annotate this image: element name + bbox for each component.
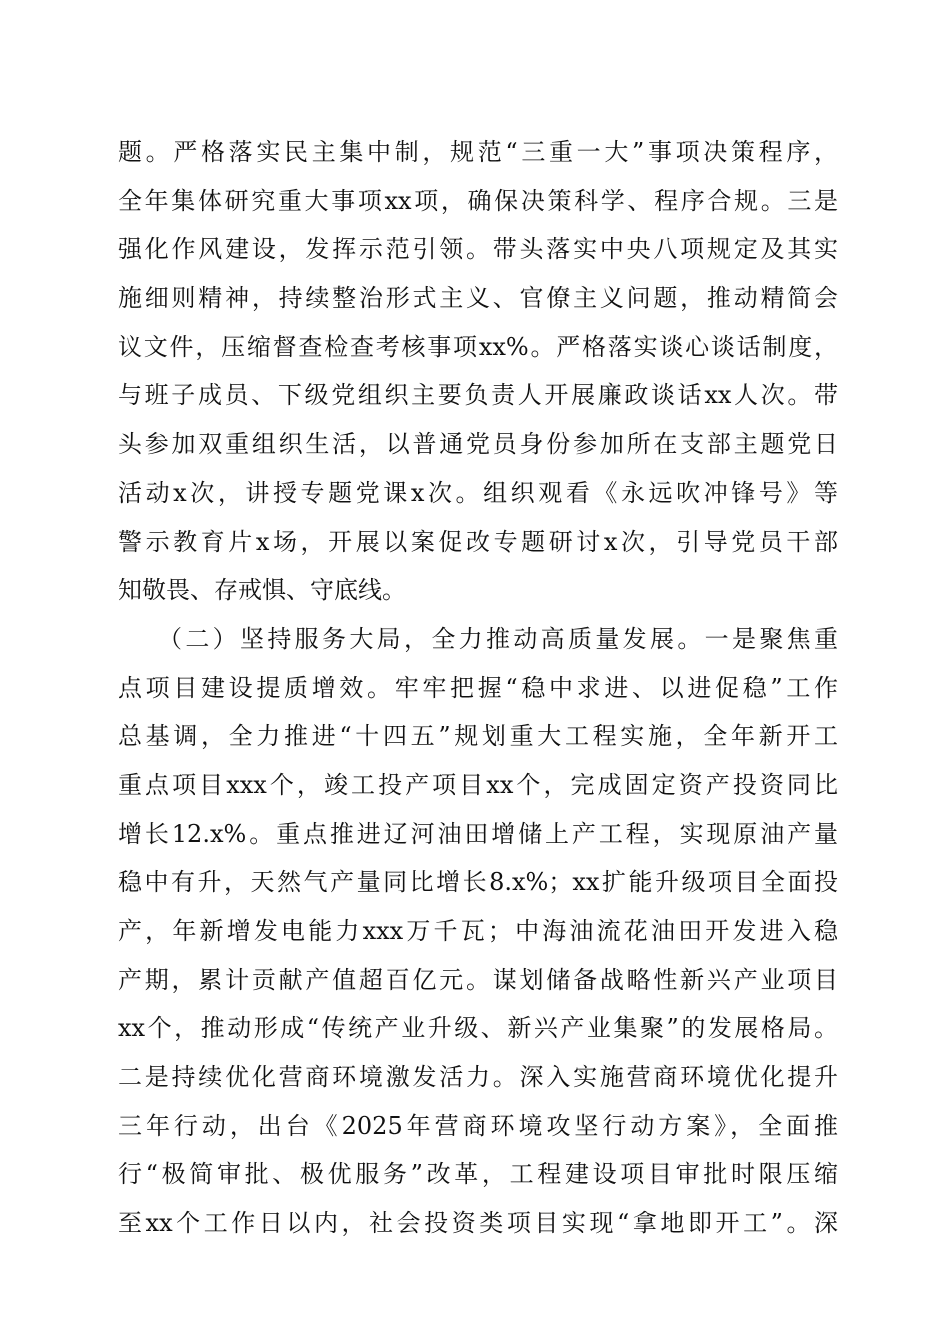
text-line: 头参加双重组织生活，以普通党员身份参加所在支部主题党日: [118, 430, 838, 459]
section-heading-line: （二）坚持服务大局，全力推动高质量发展。一是聚焦重: [158, 624, 838, 653]
text-line: 知敬畏、存戒惧、守底线。: [118, 576, 406, 605]
text-line: 增长12.x%。重点推进辽河油田增储上产工程，实现原油产量: [118, 819, 838, 848]
text-line: 二是持续优化营商环境激发活力。深入实施营商环境优化提升: [118, 1063, 838, 1092]
text-line: 强化作风建设，发挥示范引领。带头落实中央八项规定及其实: [118, 235, 838, 264]
text-line: 议文件，压缩督查检查考核事项xx%。严格落实谈心谈话制度，: [118, 332, 838, 361]
text-line: 总基调，全力推进“十四五”规划重大工程实施，全年新开工: [118, 722, 838, 751]
text-line: xx个，推动形成“传统产业升级、新兴产业集聚”的发展格局。: [118, 1014, 838, 1043]
text-line: 产，年新增发电能力xxx万千瓦；中海油流花油田开发进入稳: [118, 917, 838, 945]
text-line: 行“极简审批、极优服务”改革，工程建设项目审批时限压缩: [118, 1160, 838, 1189]
text-line: 三年行动，出台《2025年营商环境攻坚行动方案》，全面推: [118, 1111, 838, 1140]
text-line: 重点项目xxx个，竣工投产项目xx个，完成固定资产投资同比: [118, 770, 838, 799]
text-line: 至xx个工作日以内，社会投资类项目实现“拿地即开工”。深: [118, 1209, 838, 1238]
text-line: 与班子成员、下级党组织主要负责人开展廉政谈话xx人次。带: [118, 381, 838, 410]
text-line: 全年集体研究重大事项xx项，确保决策科学、程序合规。三是: [118, 186, 838, 215]
text-line: 题。严格落实民主集中制，规范“三重一大”事项决策程序，: [118, 138, 838, 166]
text-line: 产期，累计贡献产值超百亿元。谋划储备战略性新兴产业项目: [118, 965, 838, 994]
text-line: 稳中有升，天然气产量同比增长8.x%；xx扩能升级项目全面投: [118, 868, 838, 897]
text-line: 点项目建设提质增效。牢牢把握“稳中求进、以进促稳”工作: [118, 673, 838, 702]
text-line: 活动x次，讲授专题党课x次。组织观看《永远吹冲锋号》等: [118, 478, 838, 507]
text-line: 施细则精神，持续整治形式主义、官僚主义问题，推动精简会: [118, 284, 838, 313]
body-text: [118, 128, 838, 1248]
text-line: 警示教育片x场，开展以案促改专题研讨x次，引导党员干部: [118, 527, 838, 556]
